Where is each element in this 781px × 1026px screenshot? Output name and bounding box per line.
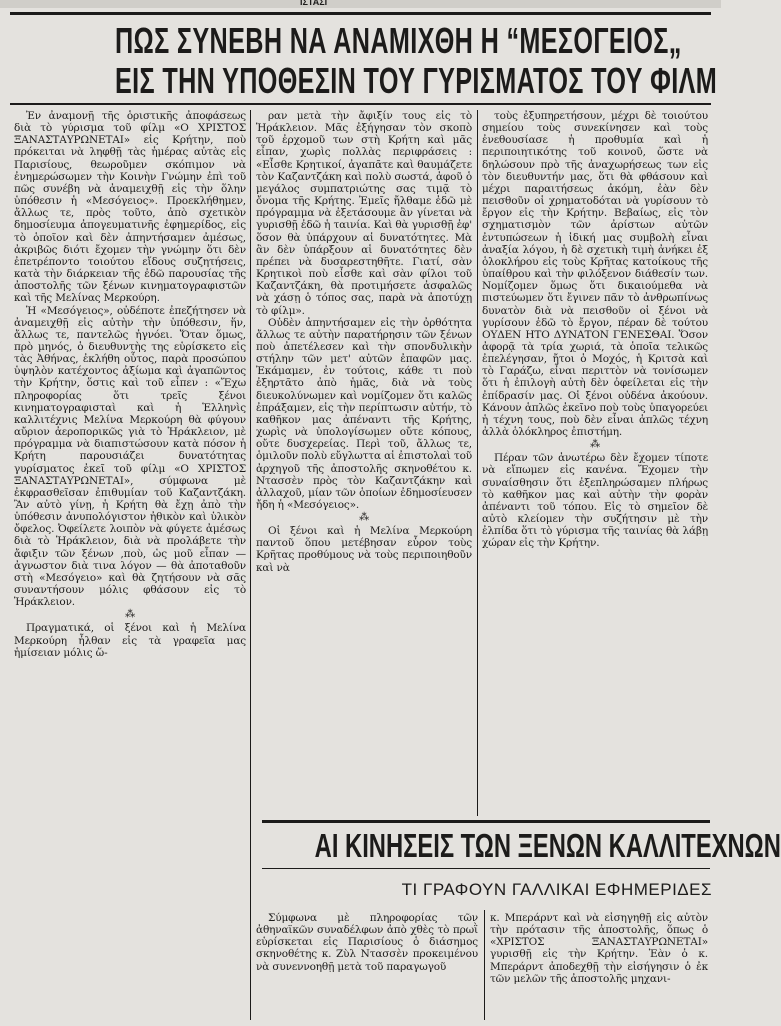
paragraph: Οἱ ξένοι καὶ ἡ Μελίνα Μερκούρη παντοῦ ὅπου μετέβησαν εὗρον τοὺς Κρῆτας προθύμους νὰ τοὺς περιποιηθοῦν καὶ νὰ: [256, 525, 472, 574]
article2-column-2: [490, 912, 708, 1022]
paragraph: Ἡ «Μεσόγειος», οὐδέποτε ἐπεζήτησεν νὰ ἀναμειχθῇ εἰς αὐτὴν τὴν ὑπόθεσιν, ἥν, ἄλλως τε, παντελῶς ἠγνόει. Ὅταν ὅμως, πρὸ μηνός, ὁ διευθυντὴς της εὑρίσκετο εἰς τὰς Ἀθήνας, ἐκλήθη οὗτος, παρὰ προσώπου ὑψηλὸν κατέχοντος ἀξίωμα καὶ ἀγαπῶντος τὴν Κρήτην, ὅστις καὶ τοῦ εἶπεν : «Ἔχω πληροφορίας ὅτι τρεῖς ξένοι κινηματογραφισταὶ καὶ ἡ Ἑλληνὶς καλλιτέχνις Μελίνα Μερκούρη θὰ φύγουν αὔριον ἀεροπορικῶς γιὰ τὸ Ἡράκλειον, μὲ πρόγραμμα νὰ διαπιστώσουν κατὰ πόσον ἡ Κρήτη παρουσιάζει δυνατότητας γυρίσματος ἐκεῖ τοῦ φίλμ «Ο ΧΡΙΣΤΟΣ ΞΑΝΑΣΤΑΥΡΩΝΕΤΑΙ», σύμφωνα μὲ ἐκφρασθεῖσαν ἐπιθυμίαν τοῦ Καζαντζάκη. Ἂν αὐτὸ γίνῃ, ἡ Κρήτη θὰ ἔχῃ ἀπὸ τὴν ὑπόθεσιν ἀνυπολόγιστον ἠθικὸν καὶ ὑλικὸν ὄφελος. Ὀφείλετε λοιπὸν νὰ φύγετε ἀμέσως διὰ τὸ Ἡράκλειον, διὰ νὰ προλάβετε τὴν ἄφιξιν τῶν ξένων ,ποὺ, ὡς μοῦ εἶπαν — ἀγνωστον διὰ τινα λόγον — θὰ ἀποταθοῦν στὴ «Μεσόγειο» καὶ θὰ ζητήσουν νὰ σᾶς συναντήσουν μόλις φθάσουν εἰς τὸ Ἡράκλειον.: [14, 304, 246, 609]
headline-rule: [10, 103, 711, 105]
paragraph: κ. Μπεράρντ καὶ νὰ εἰσηγηθῇ εἰς αὐτὸν τὴν πρότασιν τῆς ἀποστολῆς, ὅπως ὁ «ΧΡΙΣΤΟΣ ΞΑΝΑΣΤΑΥΡΩΝΕΤΑΙ» γυρισθῇ εἰς τὴν Κρήτην. Ἐὰν ὁ κ. Μπεράρντ ἀποδεχθῇ τὴν εἰσήγησιν ὁ ἐκ τῶν μελῶν τῆς ἀποστολῆς μηχανι-: [490, 912, 708, 985]
column-divider-2: [477, 110, 478, 816]
ornament-icon: ⁂: [125, 609, 135, 621]
paragraph: Ἐν ἀναμονῇ τῆς ὁριστικῆς ἀποφάσεως διὰ τὸ γύρισμα τοῦ φίλμ «Ο ΧΡΙΣΤΟΣ ΞΑΝΑΣΤΑΥΡΩΝΕΤΑΙ» εἰς Κρήτην, ποὺ πρόκειται νὰ ληφθῇ τὰς ἡμέρας αὐτὰς εἰς Παρισίους, θεωροῦμεν σκόπιμον νὰ ἐνημερώσωμεν τὴν Κοινὴν Γνώμην ἐπὶ τοῦ πῶς συνέβη νὰ ἀναμειχθῇ εἰς τὴν ὅλην ὑπόθεσιν ἡ «Μεσόγειος». Προεκλήθημεν, ἄλλως τε, πρὸς τοῦτο, ἀπὸ σχετικὸν δημοσίευμα ἀπογευματινῆς ἐφημερίδος, εἰς τὸ ὁποῖον καὶ δὲν ἀπηντήσαμεν ἀμέσως, ἀκριβῶς διότι ἔχομεν τὴν γνώμην ὅτι δὲν ἐπετρέποντο τοιούτου εἴδους συζητήσεις, κατὰ τὴν διάρκειαν τῆς ἐδῶ παρουσίας τῆς ἀποστολῆς τῶν ξένων κινηματογραφιστῶν καὶ τῆς Μελίνας Μερκούρη.: [14, 110, 246, 305]
article2-column-1: [256, 912, 478, 1022]
article2-column-divider: [484, 910, 485, 1020]
headline-line-2: ΕΙΣ ΤΗΝ ΥΠΟΘΕΣΙΝ ΤΟΥ ΓΥΡΙΣΜΑΤΟΣ ΤΟΥ ΦΙΛΜ: [115, 60, 718, 101]
ornament-icon: ⁂: [590, 439, 600, 451]
paragraph: Οὐδὲν ἀπηντήσαμεν εἰς τὴν ὀρθότητα ἄλλως τε αὐτὴν παρατήρησιν τῶν ξένων ποὺ ἀπετέλεσεν καὶ τὴν σπονδυλικὴν στήλην τῶν μετ' αὐτῶν ἐπαφῶν μας. Ἐκάμαμεν, ἐν τούτοις, κάθε τι ποὺ ἐξηρτᾶτο ἀπὸ ἡμᾶς, διὰ νὰ τοὺς διευκολύνωμεν καὶ νομίζομεν ὅτι καλῶς ἐπράξαμεν, εἰς τὴν περίπτωσιν αὐτήν, τὸ καθῆκον μας ἀπέναντι τῆς Κρήτης, χωρὶς νὰ ὑπολογίσωμεν οὔτε κόπους, οὔτε δυσχερείας. Περὶ τοῦ, ἄλλως τε, ὁμιλοῦν πολὺ εὔγλωττα αἱ ἐπιστολαὶ τοῦ ἀρχηγοῦ τῆς ἀποστολῆς σκηνοθέτου κ. Ντασσὲν πρὸς τὸν Καζαντζάκην καὶ ἀλλαχοῦ, μίαν τῶν ὁποίων ἐδημοσίευσεν ἤδη ἡ «Μεσόγειος».: [256, 316, 472, 511]
paragraph: Πέραν τῶν ἀνωτέρω δὲν ἔχομεν τίποτε νὰ εἴπωμεν εἰς κανένα. Ἔχομεν τὴν συναίσθησιν ὅτι ἐξεπληρώσαμεν πλήρως τὸ καθῆκον μας καὶ αὐτὴν τὴν φορὰν ἀπέναντι τοῦ τόπου. Εἰς τὸ σημεῖον δὲ αὐτὸ κλείομεν τὴν συζήτησιν μὲ τὴν ἐλπίδα ὅτι τὸ γύρισμα τῆς ταινίας θὰ λάβῃ χώραν εἰς τὴν Κρήτην.: [482, 452, 708, 550]
headline-line-1: ΠΩΣ ΣΥΝΕΒΗ ΝΑ ΑΝΑΜΙΧΘΗ Η “ΜΕΣΟΓΕΙΟΣ„: [115, 20, 682, 61]
ornament-icon: ⁂: [359, 512, 369, 524]
paragraph: ραν μετὰ τὴν ἄφιξίν τους εἰς τὸ Ἡράκλειον. Μᾶς ἐξήγησαν τὸν σκοπὸ τοῦ ἐρχομοῦ των στὴ Κρήτη καὶ μᾶς εἶπαν, χωρὶς πολλὰς περιφράσεις : «Εἶσθε Κρητικοί, ἀγαπᾶτε καὶ θαυμάζετε τὸν Καζαντζάκη καὶ πολὺ σωστά, ἀφοῦ ὁ μεγάλος συμπατριώτης σας τιμᾷ τὸ ὄνομα τῆς Κρήτης. Ἐμεῖς ἤλθαμε ἐδῶ μὲ πρόγραμμα νὰ ἐξετάσουμε ἂν γίνεται νὰ γυρισθῇ ἐδῶ ἡ ταινία. Καὶ θὰ γυρισθῇ ἐφ' ὅσον θὰ ὑπάρχουν αἱ δυνατότητες. Μὰ ἂν δὲν ὑπάρξουν αἱ δυνατότητες δὲν πρέπει νὰ δυσαρεστηθῆτε. Γιατί, σὰν Κρητικοὶ ποὺ εἶσθε καὶ σὰν φίλοι τοῦ Καζαντζάκη, θὰ προτιμήσετε ἀσφαλῶς νὰ χάσῃ ὁ τόπος σας, παρὰ νὰ ἀποτύχῃ τὸ φίλμ».: [256, 110, 472, 317]
top-rule: [10, 12, 711, 15]
masthead-strip: [0, 0, 721, 8]
article-column-3: [482, 110, 708, 816]
article2-top-rule: [262, 820, 710, 823]
paragraph: τοὺς ἐξυπηρετήσουν, μέχρι δὲ τοιούτου σημείου τοὺς συνεκίνησεν καὶ τοὺς ἐνεθουσίασε ἡ προθυμία καὶ ἡ περιποιητικότης τοῦ κοινοῦ, ὥστε νὰ δηλώσουν πρὸ τῆς ἀναχωρήσεως των εἰς τὸν διευθυντήν μας, ὅτι θὰ φθάσουν καὶ μέχρι παραιτήσεως ἀκόμη, ἐὰν δὲν πεισθοῦν οἱ χρηματοδόται νὰ γυρίσουν τὸ ἔργον εἰς τὴν Κρήτην. Βεβαίως, εἰς τὸν σχηματισμὸν τῶν ἀρίστων αὐτῶν ἐντυπώσεων ἡ ἰδική μας συμβολὴ εἶναι ἀναξία λόγου, ἡ δὲ σχετικὴ τιμὴ ἀνήκει ἐξ ὁλοκλήρου εἰς τοὺς Κρῆτας κατοίκους τῆς ὑπαίθρου καὶ τὴν φιλόξενον διάθεσίν των. Νομίζομεν ὅμως ὅτι δικαιούμεθα νὰ πιστεύωμεν ὅτι ἔγινεν πᾶν τὸ ἀνθρωπίνως δυνατὸν διὰ νὰ πεισθοῦν οἱ ξένοι νὰ γυρίσουν ἐδῶ τὸ ἔργον, πέραν δὲ τούτου ΟΥΔΕΝ ΗΤΟ ΔΥΝΑΤΟΝ ΓΕΝΕΣΘΑΙ. Ὅσον ἀφορᾷ τὰ τρία χωριά, τὰ ὁποῖα τελικῶς ἐπελέγησαν, ἤτοι ὁ Μοχός, ἡ Κριτσὰ καὶ τὸ Γαράζω, εἶναι περιττὸν νὰ τονίσωμεν ὅτι ἡ ἐπιλογὴ αὐτὴ δὲν ὀφείλεται εἰς τὴν ἐπίδρασίν μας. Οἱ ξένοι οὐδένα ἀκούουν. Κάνουν ἁπλῶς ἐκεῖνο ποὺ τοὺς ὑπαγορεύει ἡ τέχνη τους, ποὺ δὲν εἶναι ἁπλῶς τέχνη ἀλλὰ ὁλόκληρος ἐπιστήμη.: [482, 110, 708, 439]
masthead-fragment: ΙΣΤΑΣΙ: [300, 0, 328, 7]
article2-headline: ΑΙ ΚΙΝΗΣΕΙΣ ΤΩΝ ΞΕΝΩΝ ΚΑΛΛΙΤΕΧΝΩΝ: [314, 827, 781, 864]
article2-headline-rule: [262, 868, 710, 869]
article-column-1: [14, 110, 246, 1022]
paragraph: Πραγματικά, οἱ ξένοι καὶ ἡ Μελίνα Μερκούρη ἦλθαν εἰς τὰ γραφεῖα μας ἡμίσειαν μόλις ὥ-: [14, 622, 246, 659]
article-column-2: [256, 110, 472, 816]
paragraph: Σύμφωνα μὲ πληροφορίας τῶν ἀθηναϊκῶν συναδέλφων ἀπὸ χθὲς τὸ πρωῒ εὑρίσκεται εἰς Παρισίους ὁ διάσημος σκηνοθέτης κ. Ζὺλ Ντασσὲν προκειμένου νὰ συνεννοηθῇ μετὰ τοῦ παραγωγοῦ: [256, 912, 478, 973]
article2-subheadline: ΤΙ ΓΡΑΦΟΥΝ ΓΑΛΛΙΚΑΙ ΕΦΗΜΕΡΙΔΕΣ: [401, 880, 712, 899]
